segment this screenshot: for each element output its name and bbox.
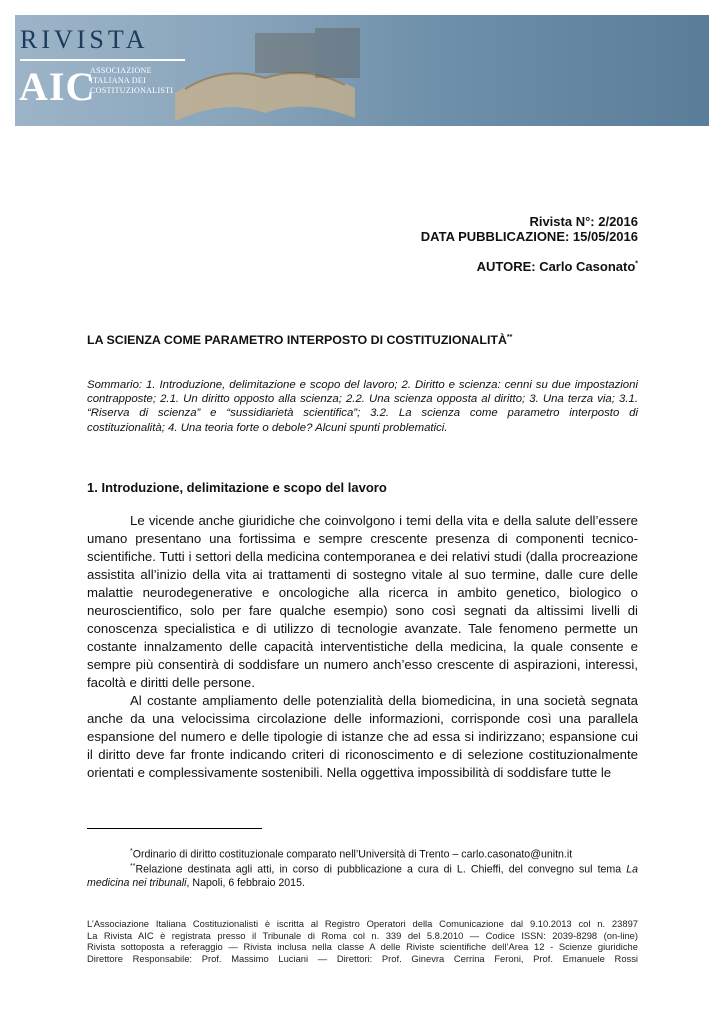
journal-logo-aic: AIC [19,64,96,109]
journal-name: RIVISTA [20,25,149,54]
footer-line: Direttore Responsabile: Prof. Massimo Luciani — Direttori: Prof. Ginevra Cerrina Feroni, Prof. Emanuele Rossi [87,952,638,964]
article-body [87,512,638,782]
footnote-1: *Ordinario di diritto costituzionale comparato nell’Università di Trento – carlo.casonato@unitn.it [130,848,573,861]
footnote-separator [87,828,262,829]
journal-banner [15,15,709,126]
article-title: LA SCIENZA COME PARAMETRO INTERPOSTO DI COSTITUZIONALITÀ** [87,333,513,347]
author-line: AUTORE: Carlo Casonato* [476,259,638,274]
footnote-2: **Relazione destinata agli atti, in corso di pubblicazione a cura di L. Chieffi, del convegno sul tema La medicina nei tribunali, Napoli, 6 febbraio 2015. [87,863,638,889]
association-name: ASSOCIAZIONE ITALIANA DEI COSTITUZIONALISTI [90,66,174,95]
body-paragraph: Al costante ampliamento delle potenzialità della biomedicina, in una società segnata anche da una velocissima circolazione delle informazioni, corrisponde così una parallela espansione del numero e delle tipologie di istanze che ad essa si indirizzano; espansione cui il diritto deve far fronte indicando criteri di riconoscimento e di selezione costituzionalmente orientati e complessivamente sostenibili. Nella oggettiva impossibilità di soddisfare tutte le [87,693,638,780]
open-book-illustration [165,23,365,123]
body-paragraph: Le vicende anche giuridiche che coinvolgono i temi della vita e della salute dell’essere umano presentano una fortissima e sempre crescente presenza di componenti tecnico-scientifiche. Tutti i settori della medicina contemporanea e dei relativi studi (dalla procreazione assistita all’inizio della vita ai trattamenti di sostegno vitale al suo termine, dalle cure delle malattie neurodegenerative e oncologiche alla ricerca in ambito genetico, biologico o neuroscientifico, solo per fare qualche esempio) sono così segnati da altissimi livelli di conoscenza specialistica e di utilizzo di tecnologie avanzate. Tale fenomeno permette un costante innalzamento delle capacità interventistiche della medicina, la quale consente e sempre più consentirà di soddisfare un numero anch’esso crescente di aspirazioni, interessi, facoltà e diritti delle persone. [87,513,638,690]
publication-date: DATA PUBBLICAZIONE: 15/05/2016 [420,229,638,244]
footnotes [87,846,638,889]
issue-number: Rivista N°: 2/2016 [529,214,638,229]
article-summary: Sommario: 1. Introduzione, delimitazione e scopo del lavoro; 2. Diritto e scienza: cenni su due impostazioni contrapposte; 2.1. Un diritto opposto alla scienza; 2.2. Una scienza opposta al diritto; 3. Una terza via; 3.1. “Riserva di scienza” e “sussidiarietà scientifica”; 3.2. La scienza come parametro interposto di costituzionalità; 4. Una teoria forte o debole? Alcuni spunti problematici. [87,379,638,434]
footer-line: L’Associazione Italiana Costituzionalisti è iscritta al Registro Operatori della Comunicazione dal 9.10.2013 col n. 23897 [87,918,638,929]
page-footer [87,918,638,964]
footer-line: La Rivista AIC è registrata presso il Tribunale di Roma col n. 339 del 5.8.2010 — Codice ISSN: 2039-8298 (on-line) [87,929,638,941]
footer-line: Rivista sottoposta a referaggio — Rivista inclusa nella classe A delle Riviste scientifiche dell’Area 12 - Scienze giuridiche [87,941,638,953]
banner-rule [20,59,185,61]
section-heading: 1. Introduzione, delimitazione e scopo del lavoro [87,480,387,495]
